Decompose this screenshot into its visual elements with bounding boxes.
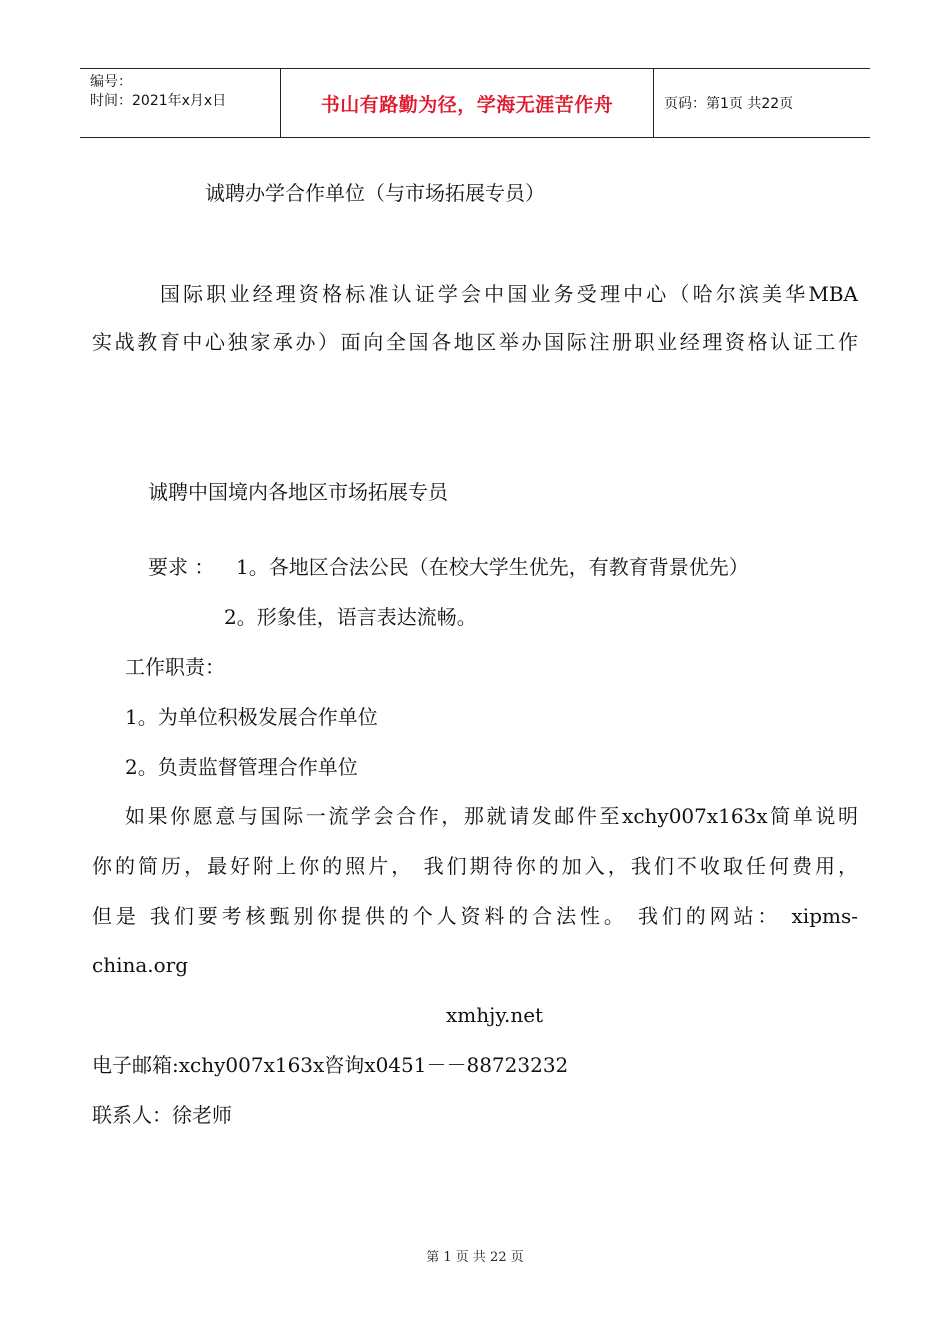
- document-title: 诚聘办学合作单位（与市场拓展专员）: [205, 181, 545, 205]
- requirement-2: 2。形象佳，语言表达流畅。: [224, 605, 477, 629]
- requirements-label: 要求 ：: [148, 555, 215, 579]
- paragraph-line-3: 但是 我们要考核甄别你提供的个人资料的合法性。 我们的网站： xipms-: [92, 904, 858, 928]
- intro-line-1: 国际职业经理资格标准认证学会中国业务受理中心（哈尔滨美华MBA: [160, 282, 858, 306]
- duty-2: 2。负责监督管理合作单位: [125, 755, 358, 779]
- requirement-1: 1。各地区合法公民（在校大学生优先，有教育背景优先）: [236, 555, 749, 579]
- paragraph-line-1: 如果你愿意与国际一流学会合作，那就请发邮件至xchy007x163x简单说明: [125, 804, 858, 828]
- duty-1: 1。为单位积极发展合作单位: [125, 705, 378, 729]
- header-number-label: 编号：: [90, 74, 132, 90]
- contact-line: 联系人：徐老师: [92, 1103, 232, 1127]
- paragraph-line-2: 你的简历，最好附上你的照片， 我们期待你的加入，我们不收取任何费用，: [92, 854, 858, 878]
- page-footer: 第 1 页 共 22 页: [426, 1250, 524, 1265]
- website-link[interactable]: xmhjy.net: [446, 1003, 544, 1027]
- header-time-label: 时间：2021年x月x日: [90, 93, 227, 109]
- duties-label: 工作职责：: [125, 655, 225, 679]
- recruit-heading: 诚聘中国境内各地区市场拓展专员: [148, 480, 448, 504]
- header-page-label: 页码：第1页 共22页: [664, 96, 794, 112]
- header-meta: [80, 69, 281, 137]
- paragraph-line-4: china.org: [92, 953, 189, 977]
- page-header: [80, 68, 870, 138]
- header-motto: 书山有路勤为径，学海无涯苦作舟: [281, 69, 654, 137]
- email-line: 电子邮箱:xchy007x163x咨询x0451－－88723232: [92, 1053, 569, 1077]
- intro-line-2: 实战教育中心独家承办）面向全国各地区举办国际注册职业经理资格认证工作: [92, 330, 858, 354]
